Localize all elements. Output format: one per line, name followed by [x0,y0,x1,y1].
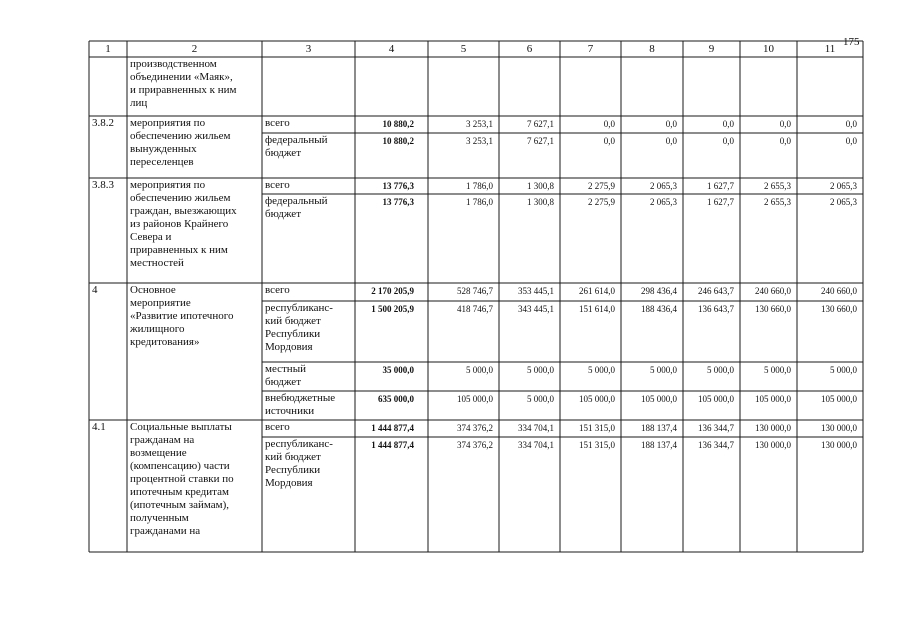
total-value: 1 444 877,4 [371,423,414,433]
funding-source: бюджет [265,376,301,388]
funding-source: всего [265,284,290,296]
year-value: 1 627,7 [707,181,734,191]
total-value: 1 500 205,9 [371,304,414,314]
row-name-line: жилищного [130,323,185,335]
funding-source: кий бюджет [265,315,321,327]
continuation-text: объединении «Маяк», [130,71,233,83]
funding-source: бюджет [265,208,301,220]
column-header: 8 [649,43,655,55]
year-value: 105 000,0 [821,394,857,404]
year-value: 105 000,0 [755,394,791,404]
funding-source: местный [265,363,306,375]
year-value: 130 660,0 [821,304,857,314]
year-value: 5 000,0 [466,365,493,375]
year-value: 528 746,7 [457,286,493,296]
year-value: 130 000,0 [755,440,791,450]
total-value: 35 000,0 [382,365,414,375]
year-value: 188 137,4 [641,440,677,450]
year-value: 2 065,3 [650,181,677,191]
row-name-line: кредитования» [130,336,200,348]
year-value: 1 786,0 [466,181,493,191]
row-name-line: возмещение [130,447,187,459]
year-value: 5 000,0 [527,394,554,404]
year-value: 246 643,7 [698,286,734,296]
year-value: 374 376,2 [457,423,493,433]
continuation-text: и приравненных к ним [130,84,237,96]
row-name-line: переселенцев [130,156,194,168]
year-value: 130 000,0 [755,423,791,433]
row-name-line: вынужденных [130,143,197,155]
funding-source: Республики [265,328,321,340]
year-value: 0,0 [603,119,615,129]
year-value: 130 000,0 [821,440,857,450]
year-value: 151 315,0 [579,423,615,433]
year-value: 0,0 [665,136,677,146]
year-value: 261 614,0 [579,286,615,296]
total-value: 1 444 877,4 [371,440,414,450]
year-value: 5 000,0 [588,365,615,375]
row-name-line: приравненных к ним [130,244,228,256]
year-value: 1 786,0 [466,197,493,207]
year-value: 130 000,0 [821,423,857,433]
column-header: 6 [526,43,533,55]
year-value: 188 436,4 [641,304,677,314]
funding-source: федеральный [265,195,328,207]
year-value: 0,0 [603,136,615,146]
year-value: 2 065,3 [830,197,857,207]
row-name-line: Севера и [130,231,172,243]
year-value: 353 445,1 [518,286,554,296]
row-name-line: Социальные выплаты [130,421,232,433]
year-value: 151 315,0 [579,440,615,450]
year-value: 0,0 [779,136,791,146]
year-value: 334 704,1 [518,423,554,433]
funding-source: бюджет [265,147,301,159]
total-value: 635 000,0 [378,394,414,404]
year-value: 2 655,3 [764,197,791,207]
row-name-line: процентной ставки по [130,473,234,485]
year-value: 136 344,7 [698,423,734,433]
year-value: 130 660,0 [755,304,791,314]
year-value: 2 275,9 [588,197,615,207]
row-name-line: полученным [130,512,189,524]
year-value: 3 253,1 [466,119,493,129]
year-value: 334 704,1 [518,440,554,450]
row-code: 4 [92,284,98,296]
year-value: 2 065,3 [650,197,677,207]
year-value: 0,0 [722,136,734,146]
row-name-line: обеспечению жильем [130,192,231,204]
row-name-line: «Развитие ипотечного [130,310,234,322]
continuation-text: лиц [130,97,148,109]
year-value: 105 000,0 [457,394,493,404]
year-value: 1 627,7 [707,197,734,207]
row-code: 4.1 [92,421,106,433]
row-name-line: ипотечным кредитам [130,486,229,498]
row-name-line: граждан, выезжающих [130,205,237,217]
year-value: 0,0 [779,119,791,129]
funding-source: республиканс- [265,438,333,450]
year-value: 240 660,0 [755,286,791,296]
year-value: 298 436,4 [641,286,677,296]
year-value: 2 655,3 [764,181,791,191]
total-value: 13 776,3 [382,181,414,191]
total-value: 10 880,2 [382,119,414,129]
funding-source: внебюджетные [265,392,336,404]
year-value: 343 445,1 [518,304,554,314]
year-value: 136 643,7 [698,304,734,314]
column-header: 4 [388,43,395,55]
row-name-line: мероприятие [130,297,191,309]
column-header: 10 [763,43,774,55]
column-header: 3 [305,43,312,55]
funding-source: Мордовия [265,341,313,353]
funding-source: Мордовия [265,477,313,489]
year-value: 1 300,8 [527,181,554,191]
funding-source: всего [265,421,290,433]
row-code: 3.8.3 [92,179,114,191]
row-name-line: гражданам на [130,434,195,446]
row-name-line: (компенсацию) части [130,460,230,472]
year-value: 7 627,1 [527,136,554,146]
column-header: 9 [708,43,715,55]
column-header: 7 [587,43,594,55]
year-value: 374 376,2 [457,440,493,450]
year-value: 2 275,9 [588,181,615,191]
year-value: 0,0 [845,136,857,146]
column-header: 1 [105,43,111,55]
year-value: 5 000,0 [527,365,554,375]
column-header: 2 [191,43,198,55]
row-code: 3.8.2 [92,117,114,129]
funding-source: всего [265,179,290,191]
row-name-line: мероприятия по [130,179,206,191]
year-value: 5 000,0 [650,365,677,375]
year-value: 240 660,0 [821,286,857,296]
funding-source: источники [265,405,315,417]
year-value: 105 000,0 [579,394,615,404]
year-value: 0,0 [722,119,734,129]
total-value: 10 880,2 [382,136,414,146]
row-name-line: из районов Крайнего [130,218,229,230]
year-value: 7 627,1 [527,119,554,129]
year-value: 188 137,4 [641,423,677,433]
continuation-text: производственном [130,58,217,70]
year-value: 5 000,0 [764,365,791,375]
row-name-line: гражданами на [130,525,201,537]
year-value: 105 000,0 [641,394,677,404]
year-value: 2 065,3 [830,181,857,191]
row-name-line: (ипотечным займам), [130,499,229,511]
funding-source: Республики [265,464,321,476]
funding-source: федеральный [265,134,328,146]
total-value: 2 170 205,9 [371,286,414,296]
page-number: 175 [843,36,860,48]
funding-source: кий бюджет [265,451,321,463]
row-name-line: обеспечению жильем [130,130,231,142]
year-value: 3 253,1 [466,136,493,146]
column-header: 11 [824,43,836,55]
funding-source: всего [265,117,290,129]
row-name-line: Основное [130,284,176,296]
column-header: 5 [460,43,467,55]
year-value: 0,0 [665,119,677,129]
funding-source: республиканс- [265,302,333,314]
year-value: 1 300,8 [527,197,554,207]
row-name-line: мероприятия по [130,117,206,129]
row-name-line: местностей [130,257,184,269]
year-value: 0,0 [845,119,857,129]
year-value: 136 344,7 [698,440,734,450]
year-value: 105 000,0 [698,394,734,404]
year-value: 5 000,0 [830,365,857,375]
total-value: 13 776,3 [382,197,414,207]
year-value: 418 746,7 [457,304,493,314]
year-value: 151 614,0 [579,304,615,314]
year-value: 5 000,0 [707,365,734,375]
